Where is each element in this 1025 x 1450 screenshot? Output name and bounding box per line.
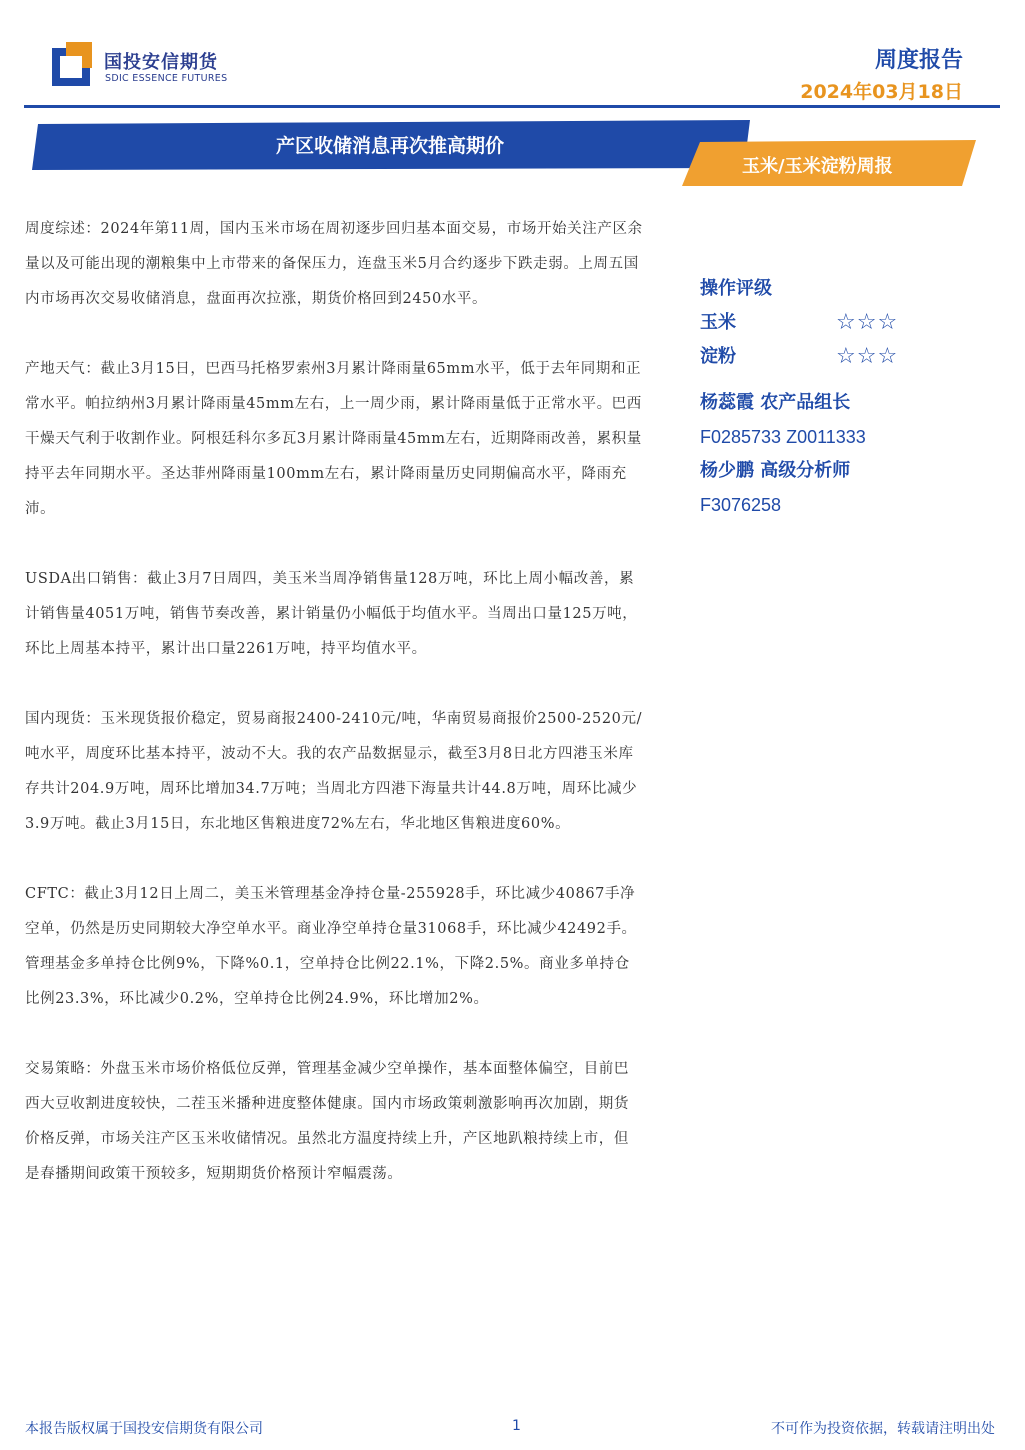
company-logo bbox=[52, 42, 252, 92]
footer-disclaimer: 不可作为投资依据，转载请注明出处 bbox=[771, 1421, 995, 1437]
rating-title: 操作评级 bbox=[700, 278, 772, 299]
title-banner bbox=[0, 118, 1025, 190]
report-title: 产区收储消息再次推高期价 bbox=[275, 135, 504, 157]
analyst-1-license: F0285733 Z0011333 bbox=[700, 427, 866, 447]
analyst-block bbox=[700, 386, 960, 522]
report-body bbox=[25, 212, 643, 1227]
report-date: 2024年03月18日 bbox=[800, 81, 963, 103]
rating-name: 淀粉 bbox=[700, 346, 736, 367]
rating-row-corn bbox=[700, 306, 960, 340]
paragraph-weather: 产地天气：截止3月15日，巴西马托格罗索州3月累计降雨量65mm水平，低于去年同期和正常水平。帕拉纳州3月累计降雨量45mm左右，上一周少雨，累计降雨量低于正常水平。巴西干燥天气利于收割作业。阿根廷科尔多瓦3月累计降雨量45mm左右，近期降雨改善，累积量持平去年同期水平。圣达菲州降雨量100mm左右，累计降雨量历史同期偏高水平，降雨充沛。 bbox=[25, 361, 642, 517]
sidebar bbox=[700, 272, 960, 522]
analyst-2-license: F3076258 bbox=[700, 495, 782, 515]
rating-row-starch bbox=[700, 340, 960, 374]
logo-text-cn: 国投安信期货 bbox=[104, 52, 218, 73]
header-divider bbox=[24, 105, 1000, 108]
rating-name: 玉米 bbox=[700, 312, 736, 333]
paragraph-cftc: CFTC：截止3月12日上周二，美玉米管理基金净持仓量-255928手，环比减少40867手净空单，仍然是历史同期较大净空单水平。商业净空单持仓量31068手，环比减少42492手。管理基金多单持仓比例9%，下降%0.1，空单持仓比例22.1%，下降2.5%。商业多单持仓比例23.3%，环比减少0.2%，空单持仓比例24.9%，环比增加2%。 bbox=[25, 886, 637, 1007]
logo-text-en: SDIC ESSENCE FUTURES bbox=[105, 73, 228, 84]
page-number: 1 bbox=[512, 1418, 521, 1434]
footer-copyright: 本报告版权属于国投安信期货有限公司 bbox=[25, 1421, 263, 1437]
paragraph-strategy: 交易策略：外盘玉米市场价格低位反弹，管理基金减少空单操作，基本面整体偏空，目前巴西大豆收割进度较快，二茬玉米播种进度整体健康。国内市场政策刺激影响再次加剧，期货价格反弹，市场关注产区玉米收储情况。虽然北方温度持续上升，产区地趴粮持续上市，但是春播期间政策干预较多，短期期货价格预计窄幅震荡。 bbox=[25, 1061, 629, 1182]
analyst-1-name: 杨蕊霞 农产品组长 bbox=[700, 392, 851, 413]
star-rating-icon: ☆☆☆ bbox=[836, 344, 899, 369]
analyst-2-name: 杨少鹏 高级分析师 bbox=[700, 460, 851, 481]
paragraph-usda-export: USDA出口销售：截止3月7日周四，美玉米当周净销售量128万吨，环比上周小幅改善，累计销售量4051万吨，销售节奏改善，累计销量仍小幅低于均值水平。当周出口量125万吨，环比上周基本持平，累计出口量2261万吨，持平均值水平。 bbox=[25, 571, 638, 657]
paragraph-weekly-summary: 周度综述：2024年第11周，国内玉米市场在周初逐步回归基本面交易，市场开始关注产区余量以及可能出现的潮粮集中上市带来的备保压力，连盘玉米5月合约逐步下跌走弱。上周五国内市场再次交易收储消息，盘面再次拉涨，期货价格回到2450水平。 bbox=[25, 221, 643, 307]
paragraph-domestic-spot: 国内现货：玉米现货报价稳定，贸易商报2400-2410元/吨，华南贸易商报价2500-2520元/吨水平，周度环比基本持平，波动不大。我的农产品数据显示，截至3月8日北方四港玉米库存共计204.9万吨，周环比增加34.7万吨；当周北方四港下海量共计44.8万吨，周环比减少3.9万吨。截止3月15日，东北地区售粮进度72%左右，华北地区售粮进度60%。 bbox=[25, 711, 643, 832]
star-rating-icon: ☆☆☆ bbox=[836, 310, 899, 335]
report-type: 周度报告 bbox=[874, 48, 963, 73]
logo-mark-icon bbox=[52, 42, 96, 86]
report-series: 玉米/玉米淀粉周报 bbox=[742, 156, 893, 177]
